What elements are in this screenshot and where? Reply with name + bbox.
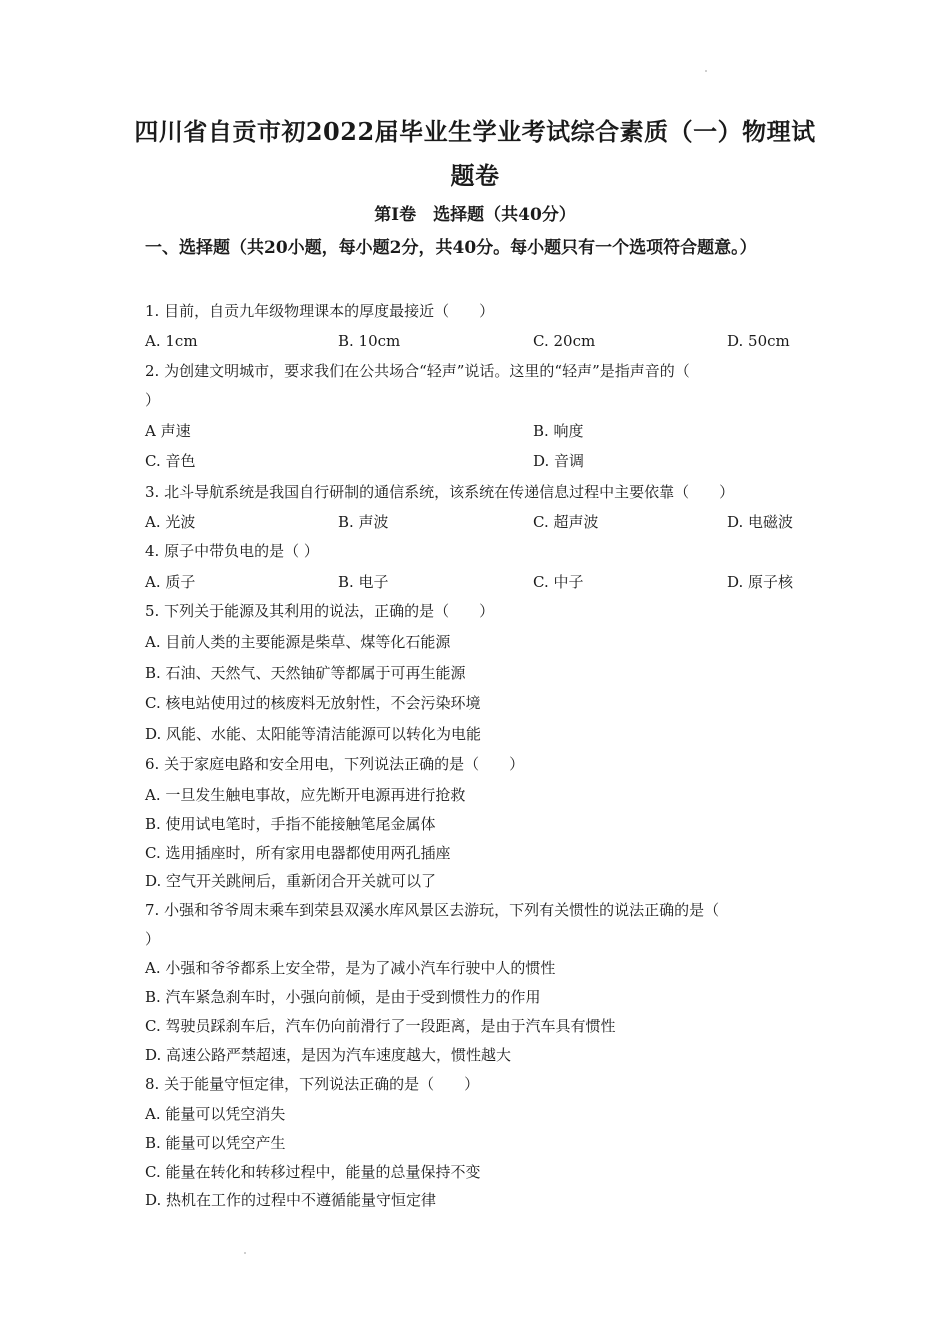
question-6-option-c: C. 选用插座时，所有家用电器都使用两孔插座 [145,844,451,862]
part-heading: 第Ⅰ卷 选择题（共40分） [374,205,576,225]
question-6-option-d: D. 空气开关跳闸后，重新闭合开关就可以了 [145,872,437,890]
question-2-option-c: C. 音色 [145,452,196,470]
question-4-option-a: A. 质子 [145,573,196,591]
question-5-option-d: D. 风能、水能、太阳能等清洁能源可以转化为电能 [145,725,482,743]
question-1-option-a: A. 1cm [145,332,198,350]
scan-speck [705,70,707,72]
question-8-stem: 8. 关于能量守恒定律，下列说法正确的是（ ） [145,1075,480,1093]
question-6-stem: 6. 关于家庭电路和安全用电，下列说法正确的是（ ） [145,755,525,773]
question-8-option-b: B. 能量可以凭空产生 [145,1134,286,1152]
question-3-option-a: A. 光波 [145,513,196,531]
question-7-option-b: B. 汽车紧急刹车时，小强向前倾，是由于受到惯性力的作用 [145,988,541,1006]
question-7-stem-line-2: ） [145,930,161,948]
question-6-option-b: B. 使用试电笔时，手指不能接触笔尾金属体 [145,815,436,833]
question-7-option-c: C. 驾驶员踩刹车后，汽车仍向前滑行了一段距离，是由于汽车具有惯性 [145,1017,616,1035]
document-title: 四川省自贡市初2022届毕业生学业考试综合素质（一）物理试题卷 [134,117,816,190]
question-2-option-d: D. 音调 [533,452,585,470]
question-4-stem: 4. 原子中带负电的是（ ） [145,542,319,560]
question-8-option-c: C. 能量在转化和转移过程中，能量的总量保持不变 [145,1163,481,1181]
question-2-stem-line-1: 2. 为创建文明城市，要求我们在公共场合“轻声”说话。这里的“轻声”是指声音的（ [145,362,690,380]
question-1-option-c: C. 20cm [533,332,596,350]
question-1-option-b: B. 10cm [338,332,401,350]
question-1-stem: 1. 目前，自贡九年级物理课本的厚度最接近（ ） [145,302,495,320]
question-4-option-b: B. 电子 [338,573,389,591]
question-3-option-c: C. 超声波 [533,513,599,531]
question-7-option-a: A. 小强和爷爷都系上安全带，是为了减小汽车行驶中人的惯性 [145,959,556,977]
question-2-stem-line-2: ） [145,391,161,409]
question-2-option-a: A 声速 [145,422,191,440]
question-5-option-c: C. 核电站使用过的核废料无放射性，不会污染环境 [145,694,481,712]
question-3-stem: 3. 北斗导航系统是我国自行研制的通信系统，该系统在传递信息过程中主要依靠（ ） [145,483,735,501]
question-1-option-d: D. 50cm [727,332,790,350]
question-7-option-d: D. 高速公路严禁超速，是因为汽车速度越大，惯性越大 [145,1046,512,1064]
question-8-option-d: D. 热机在工作的过程中不遵循能量守恒定律 [145,1191,437,1209]
question-6-option-a: A. 一旦发生触电事故，应先断开电源再进行抢救 [145,786,466,804]
question-3-option-d: D. 电磁波 [727,513,794,531]
section-heading: 一、选择题（共20小题，每小题2分，共40分。每小题只有一个选项符合题意。） [145,238,757,258]
question-5-option-b: B. 石油、天然气、天然铀矿等都属于可再生能源 [145,664,466,682]
question-5-stem: 5. 下列关于能源及其利用的说法，正确的是（ ） [145,602,495,620]
question-2-option-b: B. 响度 [533,422,584,440]
question-7-stem-line-1: 7. 小强和爷爷周末乘车到荣县双溪水库风景区去游玩，下列有关惯性的说法正确的是（ [145,901,720,919]
question-4-option-c: C. 中子 [533,573,584,591]
question-5-option-a: A. 目前人类的主要能源是柴草、煤等化石能源 [145,633,451,651]
question-3-option-b: B. 声波 [338,513,389,531]
question-8-option-a: A. 能量可以凭空消失 [145,1105,286,1123]
question-4-option-d: D. 原子核 [727,573,794,591]
scan-speck [244,1252,246,1254]
